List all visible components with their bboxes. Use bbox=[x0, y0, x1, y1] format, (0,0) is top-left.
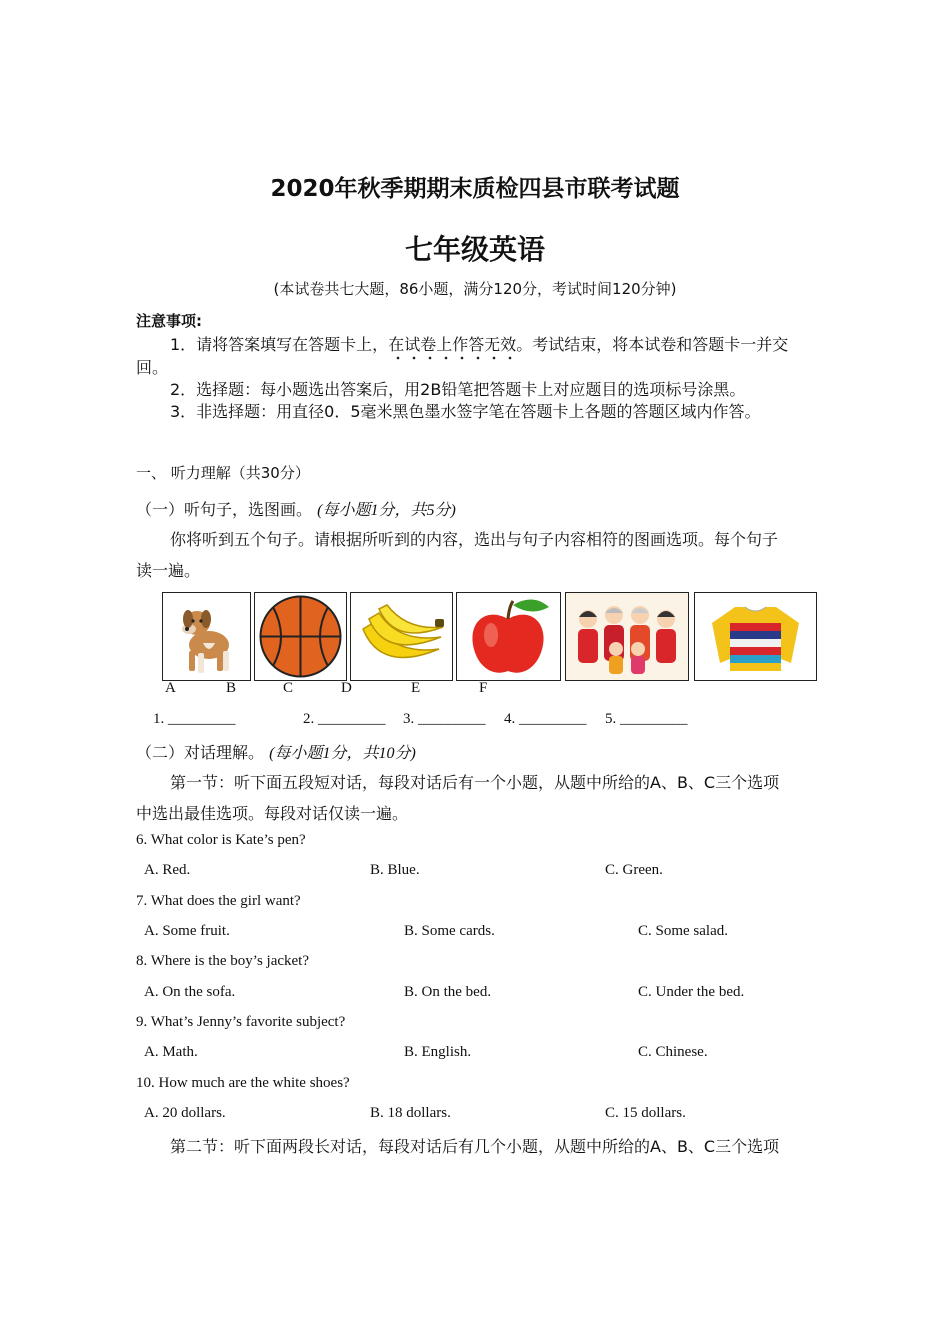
question-8-option-b[interactable]: B. On the bed. bbox=[404, 984, 492, 1000]
notice-item-1-part-a: 1．请将答案填写在答题卡上， bbox=[170, 335, 389, 354]
question-7-option-c[interactable]: C. Some salad. bbox=[638, 923, 728, 939]
question-6-option-b[interactable]: B. Blue. bbox=[370, 862, 420, 878]
apple-icon bbox=[457, 593, 560, 680]
question-9-option-c[interactable]: C. Chinese. bbox=[638, 1044, 708, 1060]
part-2-instruction: 第一节：听下面五段短对话，每段对话后有一个小题，从题中所给的A、B、C三个选项 bbox=[170, 773, 780, 792]
notice-item-1-emphasis: 在试卷上作答无效 bbox=[388, 335, 517, 354]
picture-option-d bbox=[456, 592, 561, 681]
question-8-option-c[interactable]: C. Under the bed. bbox=[638, 984, 745, 1000]
answer-blank-3[interactable]: 3. _________ bbox=[403, 711, 486, 727]
picture-letter-d: D bbox=[341, 680, 352, 696]
picture-letter-b: B bbox=[226, 680, 237, 696]
dog-icon bbox=[163, 593, 250, 680]
part-1-instruction: 你将听到五个句子。请根据所听到的内容，选出与句子内容相符的图画选项。每个句子 bbox=[170, 530, 779, 549]
part-2-section-2-instruction: 第二节：听下面两段长对话，每段对话后有几个小题，从题中所给的A、B、C三个选项 bbox=[170, 1137, 780, 1156]
question-10-option-a[interactable]: A. 20 dollars. bbox=[144, 1105, 226, 1121]
picture-option-e bbox=[565, 592, 689, 681]
part-1-title: （一）听句子，选图画。 bbox=[136, 500, 313, 519]
exam-subtitle: (本试卷共七大题，86小题，满分120分，考试时间120分钟) bbox=[273, 280, 677, 298]
exam-title: 2020年秋季期期末质检四县市联考试题 bbox=[270, 176, 680, 202]
picture-option-a bbox=[162, 592, 251, 681]
part-2-title: （二）对话理解。 bbox=[136, 743, 265, 762]
notice-item-1-part-c: 。考试结束，将本试卷和答题卡一并交 bbox=[516, 335, 789, 354]
question-6-option-a[interactable]: A. Red. bbox=[144, 862, 191, 878]
question-9-option-a[interactable]: A. Math. bbox=[144, 1044, 198, 1060]
picture-letter-a: A bbox=[165, 680, 176, 696]
question-10-option-b[interactable]: B. 18 dollars. bbox=[370, 1105, 451, 1121]
question-8-option-a[interactable]: A. On the sofa. bbox=[144, 984, 236, 1000]
picture-letter-f: F bbox=[479, 680, 488, 696]
part-2-instruction-continued: 中选出最佳选项。每段对话仅读一遍。 bbox=[136, 804, 409, 823]
picture-option-b bbox=[254, 592, 347, 681]
question-7-option-a[interactable]: A. Some fruit. bbox=[144, 923, 230, 939]
part-2-title-line bbox=[136, 740, 416, 763]
question-8: 8. Where is the boy’s jacket? bbox=[136, 953, 309, 969]
picture-option-c bbox=[350, 592, 453, 681]
basketball-icon bbox=[255, 593, 346, 680]
notice-item-3: 3．非选择题：用直径0．5毫米黑色墨水签字笔在答题卡上各题的答题区域内作答。 bbox=[170, 402, 761, 421]
part-2-score: (每小题1分，共10分) bbox=[269, 745, 416, 762]
part-1-title-line bbox=[136, 497, 456, 520]
family-icon bbox=[566, 593, 688, 680]
notice-item-2: 2．选择题：每小题选出答案后，用2B铅笔把答题卡上对应题目的选项标号涂黑。 bbox=[170, 380, 746, 399]
answer-blank-2[interactable]: 2. _________ bbox=[303, 711, 386, 727]
section-1-heading: 一、 听力理解（共30分） bbox=[136, 464, 310, 482]
picture-option-f bbox=[694, 592, 817, 681]
question-10: 10. How much are the white shoes? bbox=[136, 1075, 350, 1091]
sweater-icon bbox=[695, 593, 816, 680]
answer-blank-5[interactable]: 5. _________ bbox=[605, 711, 688, 727]
question-6-option-c[interactable]: C. Green. bbox=[605, 862, 663, 878]
question-10-option-c[interactable]: C. 15 dollars. bbox=[605, 1105, 686, 1121]
question-7: 7. What does the girl want? bbox=[136, 893, 301, 909]
question-9-option-b[interactable]: B. English. bbox=[404, 1044, 472, 1060]
question-6: 6. What color is Kate’s pen? bbox=[136, 832, 306, 848]
subject-title: 七年级英语 bbox=[404, 233, 545, 266]
bananas-icon bbox=[351, 593, 452, 680]
notice-item-1 bbox=[170, 332, 788, 355]
part-1-score: (每小题1分，共5分) bbox=[317, 502, 456, 519]
part-1-instruction-continued: 读一遍。 bbox=[136, 561, 201, 580]
notice-heading: 注意事项: bbox=[136, 312, 202, 330]
answer-blank-1[interactable]: 1. _________ bbox=[153, 711, 236, 727]
picture-letter-e: E bbox=[411, 680, 421, 696]
picture-letter-c: C bbox=[283, 680, 294, 696]
answer-blank-4[interactable]: 4. _________ bbox=[504, 711, 587, 727]
question-7-option-b[interactable]: B. Some cards. bbox=[404, 923, 495, 939]
question-9: 9. What’s Jenny’s favorite subject? bbox=[136, 1014, 346, 1030]
notice-item-1-continued: 回。 bbox=[136, 358, 169, 377]
